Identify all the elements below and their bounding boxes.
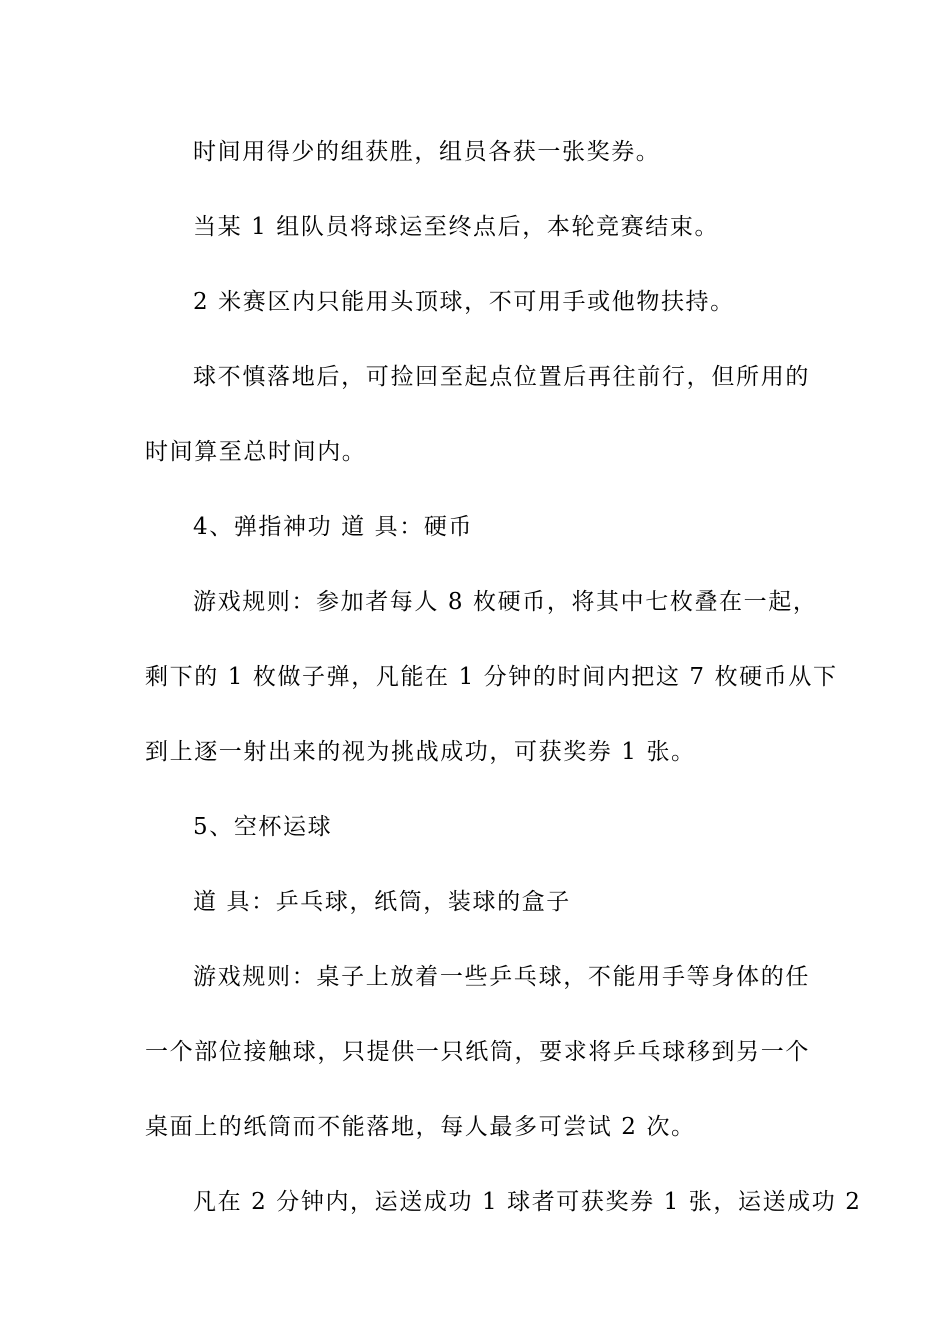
text-line: 道 具：乒乓球，纸筒，装球的盒子 (193, 889, 571, 915)
text-line: 2 米赛区内只能用头顶球，不可用手或他物扶持。 (193, 289, 735, 315)
text-line: 当某 1 组队员将球运至终点后，本轮竞赛结束。 (193, 214, 720, 240)
text-line: 剩下的 1 枚做子弹，凡能在 1 分钟的时间内把这 7 枚硬币从下 (145, 664, 838, 690)
text-line: 球不慎落地后，可捡回至起点位置后再往前行，但所用的 (193, 364, 810, 390)
section-heading: 5、空杯运球 (193, 814, 333, 840)
text-line: 时间算至总时间内。 (145, 439, 367, 465)
text-line: 时间用得少的组获胜，组员各获一张奖券。 (193, 139, 661, 165)
text-line: 游戏规则：参加者每人 8 枚硬币，将其中七枚叠在一起， (193, 589, 818, 615)
text-line: 游戏规则：桌子上放着一些乒乓球，不能用手等身体的任 (193, 964, 810, 990)
text-line: 到上逐一射出来的视为挑战成功，可获奖券 1 张。 (145, 739, 696, 765)
text-line: 一个部位接触球，只提供一只纸筒，要求将乒乓球移到另一个 (145, 1039, 810, 1065)
text-line: 桌面上的纸筒而不能落地，每人最多可尝试 2 次。 (145, 1114, 696, 1140)
section-heading: 4、弹指神功 道 具：硬币 (193, 514, 474, 540)
text-line: 凡在 2 分钟内，运送成功 1 球者可获奖券 1 张，运送成功 2 (193, 1189, 862, 1215)
